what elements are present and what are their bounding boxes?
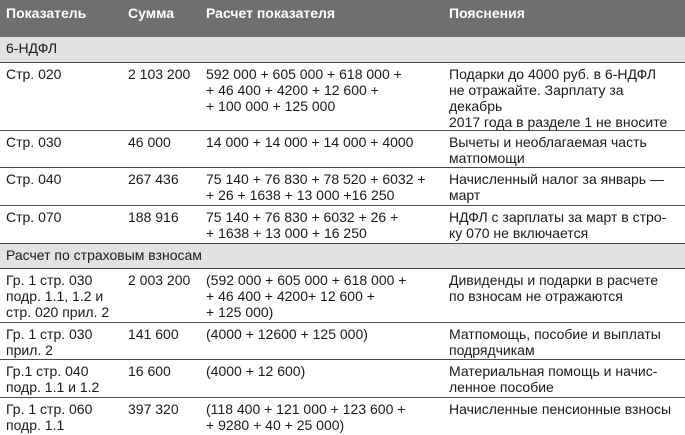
indicator-cell: Гр. 1 стр. 060 подр. 1.1 [6,400,93,433]
indicator-cell: Стр. 020 [0,62,122,130]
calculation-cell: 592 000 + 605 000 + 618 000 + + 46 400 + 4200 + 12 600 + + 100 000 + 125 000 [200,62,443,130]
section-row-insurance [0,243,685,268]
amount-cell: 2 003 200 [122,268,200,322]
calculation-cell: 75 140 + 76 830 + 78 520 + 6032 + + 26 + 1638 + 13 000 +16 250 [200,167,443,205]
table-row [0,359,685,397]
header-indicator: Показатель [0,0,122,37]
header-notes: Пояснения [443,0,685,37]
table-row [0,397,685,435]
table-row [0,167,685,205]
section-title: Расчет по страховым взносам [0,243,685,268]
amount-cell: 16 600 [122,359,200,397]
table-row [0,130,685,167]
calculation-cell: (592 000 + 605 000 + 618 000 + + 46 400 + 4200+ 12 600 + + 125 000) [200,268,443,322]
header-calculation: Расчет показателя [200,0,443,37]
calculation-cell: 14 000 + 14 000 + 14 000 + 4000 [200,130,443,167]
note-cell: Вычеты и необлагаемая часть матпомощи [443,130,685,167]
amount-cell: 397 320 [128,400,179,417]
indicator-cell: Гр. 1 стр. 030 прил. 2 [0,322,122,359]
calculation-cell: (4000 + 12600 + 125 000) [200,322,443,359]
note-cell: НДФЛ с зарплаты за март в стро- ку 070 не включается [443,205,685,243]
note-cell: Начисленные пенсионные взносы [449,400,672,417]
table-row [0,268,685,322]
amount-cell: 46 000 [122,130,200,167]
indicator-cell: Стр. 030 [0,130,122,167]
calculation-cell: (118 400 + 121 000 + 123 600 + + 9280 + 40 + 25 000) [206,400,406,433]
section-row-6ndfl [0,37,685,62]
amount-cell: 188 916 [122,205,200,243]
table-row [0,62,685,130]
amount-cell: 141 600 [122,322,200,359]
section-title: 6-НДФЛ [0,37,685,62]
indicator-cell: Гр. 1 стр. 030 подр. 1.1, 1.2 и стр. 020 прил. 2 [0,268,122,322]
indicator-cell: Стр. 040 [0,167,122,205]
indicator-cell: Стр. 070 [0,205,122,243]
calculation-cell: 75 140 + 76 830 + 6032 + 26 + + 1638 + 13 000 + 16 250 [200,205,443,243]
note-cell: Начисленный налог за январь — март [443,167,685,205]
calculation-cell: (4000 + 12 600) [200,359,443,397]
table-row [0,205,685,243]
indicator-cell: Гр.1 стр. 040 подр. 1.1 и 1.2 [0,359,122,397]
note-cell: Дивиденды и подарки в расчете по взносам не отражаются [443,268,685,322]
amount-cell: 267 436 [122,167,200,205]
note-cell: Матпомощь, пособие и выплаты подрядчикам [443,322,685,359]
header-amount: Сумма [122,0,200,37]
table-row [0,322,685,359]
amount-cell: 2 103 200 [122,62,200,130]
header-row [0,0,685,37]
note-cell: Подарки до 4000 руб. в 6-НДФЛ не отражайте. Зарплату за декабрь 2017 года в разделе 1 не вносите [443,62,685,130]
note-cell: Материальная помощь и начис- ленное пособие [443,359,685,397]
